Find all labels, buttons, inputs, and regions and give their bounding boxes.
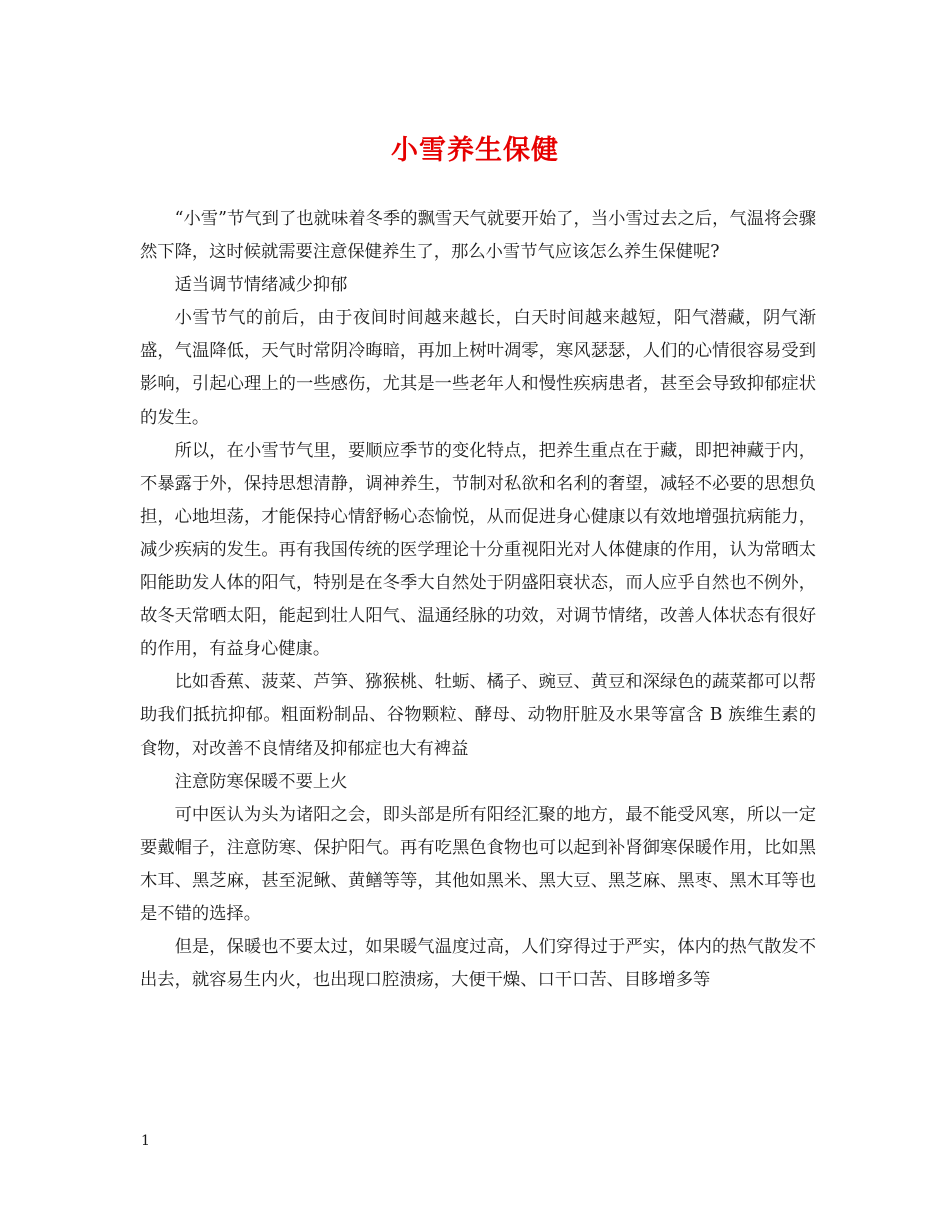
page-title: 小雪养生保健	[391, 135, 559, 166]
section-heading-mood: 适当调节情绪减少抑郁	[174, 275, 348, 296]
body-paragraph: 小雪节气的前后，由于夜间时间越来越长，白天时间越来越短，阳气潜藏，阴气渐盛，气温降低，天气时常阴冷晦暗，再加上树叶凋零，寒风瑟瑟，人们的心情很容易受到影响，引起心理上的一些感伤，尤其是一些老年人和慢性疾病患者，甚至会导致抑郁症状的发生。	[140, 308, 816, 428]
body-paragraph: 但是，保暖也不要太过，如果暖气温度过高，人们穿得过于严实，体内的热气散发不出去，就容易生内火，也出现口腔溃疡，大便干燥、口干口苦、目眵增多等	[140, 937, 816, 991]
page-number: 1	[141, 1133, 150, 1149]
article-body	[140, 203, 816, 997]
intro-paragraph: “小雪”节气到了也就味着冬季的飘雪天气就要开始了，当小雪过去之后，气温将会骤然下降，这时候就需要注意保健养生了，那么小雪节气应该怎么养生保健呢?	[140, 209, 816, 263]
body-paragraph: 可中医认为头为诸阳之会，即头部是所有阳经汇聚的地方，最不能受风寒，所以一定要戴帽子，注意防寒、保护阳气。再有吃黑色食物也可以起到补肾御寒保暖作用，比如黑木耳、黑芝麻，甚至泥鳅、黄鳝等等，其他如黑米、黑大豆、黑芝麻、黑枣、黑木耳等也是不错的选择。	[140, 804, 816, 924]
body-paragraph: 所以，在小雪节气里，要顺应季节的变化特点，把养生重点在于藏，即把神藏于内，不暴露于外，保持思想清静，调神养生，节制对私欲和名利的奢望，减轻不必要的思想负担，心地坦荡，才能保持心情舒畅心态愉悦，从而促进身心健康以有效地增强抗病能力，减少疾病的发生。再有我国传统的医学理论十分重视阳光对人体健康的作用，认为常晒太阳能助发人体的阳气，特别是在冬季大自然处于阴盛阳衰状态，而人应乎自然也不例外，故冬天常晒太阳，能起到壮人阳气、温通经脉的功效，对调节情绪，改善人体状态有很好的作用，有益身心健康。	[140, 440, 816, 660]
body-paragraph: 比如香蕉、菠菜、芦笋、猕猴桃、牡蛎、橘子、豌豆、黄豆和深绿色的蔬菜都可以帮助我们抵抗抑郁。粗面粉制品、谷物颗粒、酵母、动物肝脏及水果等富含 B 族维生素的食物，对改善不良情绪及抑郁症也大有裨益	[140, 672, 816, 759]
section-heading-warmth: 注意防寒保暖不要上火	[174, 771, 348, 792]
